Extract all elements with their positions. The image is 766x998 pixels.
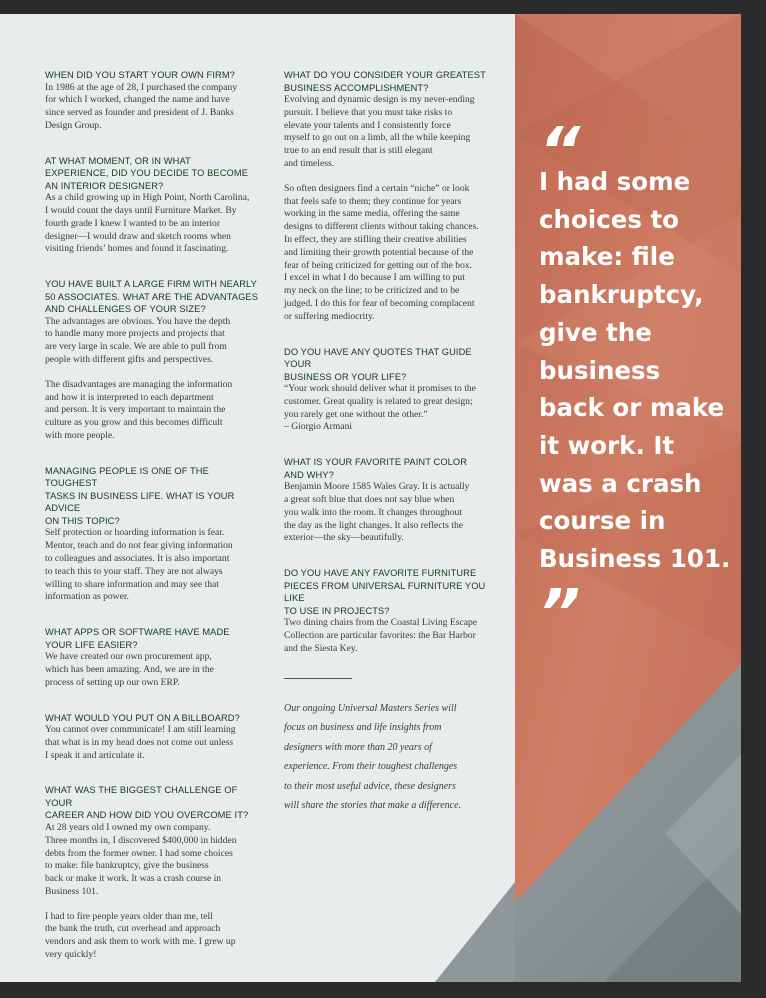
question-heading: AT WHAT MOMENT, OR IN WHAT EXPERIENCE, DID YOU DECIDE TO BECOME AN INTERIOR DESIGNER? xyxy=(45,155,249,191)
question-heading: DO YOU HAVE ANY FAVORITE FURNITURE PIECES FROM UNIVERSAL FURNITURE YOU LIKE TO USE IN PROJECTS? xyxy=(284,568,486,616)
open-quote-icon: “ xyxy=(539,115,581,189)
qa-block xyxy=(45,155,260,256)
answer-paragraph: In 1986 at the age of 28, I purchased the company for which I worked, changed the name and have since served as founder and president of J. Banks Design Group. xyxy=(45,81,238,131)
answer-paragraph: As a child growing up in High Point, North Carolina, I would count the days until Furniture Market. By fourth grade I knew I wanted to be an interior designer—I would draw and sketch rooms when visiting friends’ homes and found it fascinating. xyxy=(45,192,250,255)
answer-paragraph: We have created our own procurement app, which has been amazing. And, we are in the process of setting up our own ERP. xyxy=(45,651,214,688)
question-heading: WHAT APPS OR SOFTWARE HAVE MADE YOUR LIFE EASIER? xyxy=(45,627,230,650)
pull-quote-panel xyxy=(515,14,741,982)
pull-quote-text: I had some choices to make: file bankruptcy, give the business back or make it work. It was a crash course in Business 101. xyxy=(539,167,731,574)
qa-block xyxy=(284,456,499,545)
series-note: Our ongoing Universal Masters Series will focus on business and life insights from designers with more than 20 years of experience. From their toughest challenges to their most useful advice, these designers will share the stories that make a difference. xyxy=(284,702,462,812)
qa-block xyxy=(45,626,260,689)
middle-column xyxy=(284,69,499,816)
magazine-page xyxy=(0,14,741,982)
answer-paragraph: You cannot over communicate! I am still learning that what is in my head does not come out unless I speak it and articulate it. xyxy=(45,724,236,761)
qa-block xyxy=(45,69,260,133)
question-heading: YOU HAVE BUILT A LARGE FIRM WITH NEARLY 50 ASSOCIATES. WHAT ARE THE ADVANTAGES AND CHALLENGES OF YOUR SIZE? xyxy=(45,279,259,315)
answer-paragraph: Evolving and dynamic design is my never-ending pursuit. I believe that you must take risks to elevate your talents and I consistently force myself to go out on a limb, all the while keeping true to an end result that is still elegant and timeless. xyxy=(284,94,475,169)
question-heading: WHAT WOULD YOU PUT ON A BILLBOARD? xyxy=(45,712,240,723)
question-heading: MANAGING PEOPLE IS ONE OF THE TOUGHEST TASKS IN BUSINESS LIFE. WHAT IS YOUR ADVICE ON THIS TOPIC? xyxy=(45,465,235,526)
answer-paragraph: Self protection or hoarding information is fear. Mentor, teach and do not fear giving information to colleagues and associates. It is also important to teach this to your staff. They are not always willing to share information and may see that information as power. xyxy=(45,527,233,603)
question-heading: DO YOU HAVE ANY QUOTES THAT GUIDE YOUR BUSINESS OR YOUR LIFE? xyxy=(284,346,472,382)
answer-paragraph: At 28 years old I owned my own company. Three months in, I discovered $400,000 in hidden debts from the former owner. I had some choices to make: file bankruptcy, give the business back or make it work. It was a crash course in Business 101. xyxy=(45,821,237,897)
qa-block xyxy=(45,784,260,961)
question-heading: WHAT WAS THE BIGGEST CHALLENGE OF YOUR CAREER AND HOW DID YOU OVERCOME IT? xyxy=(45,785,249,821)
answer-paragraph: Benjamin Moore 1585 Wales Gray. It is actually a great soft blue that does not say blue when you walk into the room. It changes throughout the day as the light changes. It also reflects the exterior—the sky—beautifully. xyxy=(284,481,470,544)
answer-paragraph: “Your work should deliver what it promises to the customer. Great quality is related to great design; you rarely get one without the other.” – Giorgio Armani xyxy=(284,383,476,433)
divider-rule xyxy=(284,678,352,679)
question-heading: WHEN DID YOU START YOUR OWN FIRM? xyxy=(45,70,235,80)
qa-block xyxy=(284,346,499,435)
qa-block xyxy=(284,567,499,655)
close-quote-icon: ” xyxy=(539,577,581,651)
answer-paragraph: So often designers find a certain “niche” or look that feels safe to them; they continue for years working in the same media, offering the same designs to different clients without taking chances. In effect, they are stifling their creative abilities and limiting their growth potential because of the fear of being criticized for getting out of the box. I excel in what I do because I am willing to put my neck on the line; to be criticized and to be judged. I do this for fear of becoming complacent or suffering mediocrity. xyxy=(284,182,479,322)
answer-paragraph: I had to fire people years older than me, tell the bank the truth, cut overhead and approach vendors and ask them to work with me. I grew up very quickly! xyxy=(45,910,236,961)
qa-block xyxy=(45,712,260,763)
window-top-edge xyxy=(0,0,766,14)
question-heading: WHAT DO YOU CONSIDER YOUR GREATEST BUSINESS ACCOMPLISHMENT? xyxy=(284,70,486,93)
answer-paragraph: The disadvantages are managing the information and how it is interpreted to each department and person. It is very important to maintain the culture as you grow and this becomes difficult with more people. xyxy=(45,378,233,442)
qa-block xyxy=(45,465,260,604)
qa-block xyxy=(284,69,499,324)
question-heading: WHAT IS YOUR FAVORITE PAINT COLOR AND WHY? xyxy=(284,457,468,480)
left-column xyxy=(45,69,260,982)
qa-block xyxy=(45,278,260,443)
gray-corner-shape xyxy=(435,882,515,982)
answer-paragraph: Two dining chairs from the Coastal Living Escape Collection are particular favorites: the Bar Harbor and the Siesta Key. xyxy=(284,617,478,654)
answer-paragraph: The advantages are obvious. You have the depth to handle many more projects and projects that are very large in scale. We are able to pull from people with different gifts and perspectives. xyxy=(45,315,231,366)
